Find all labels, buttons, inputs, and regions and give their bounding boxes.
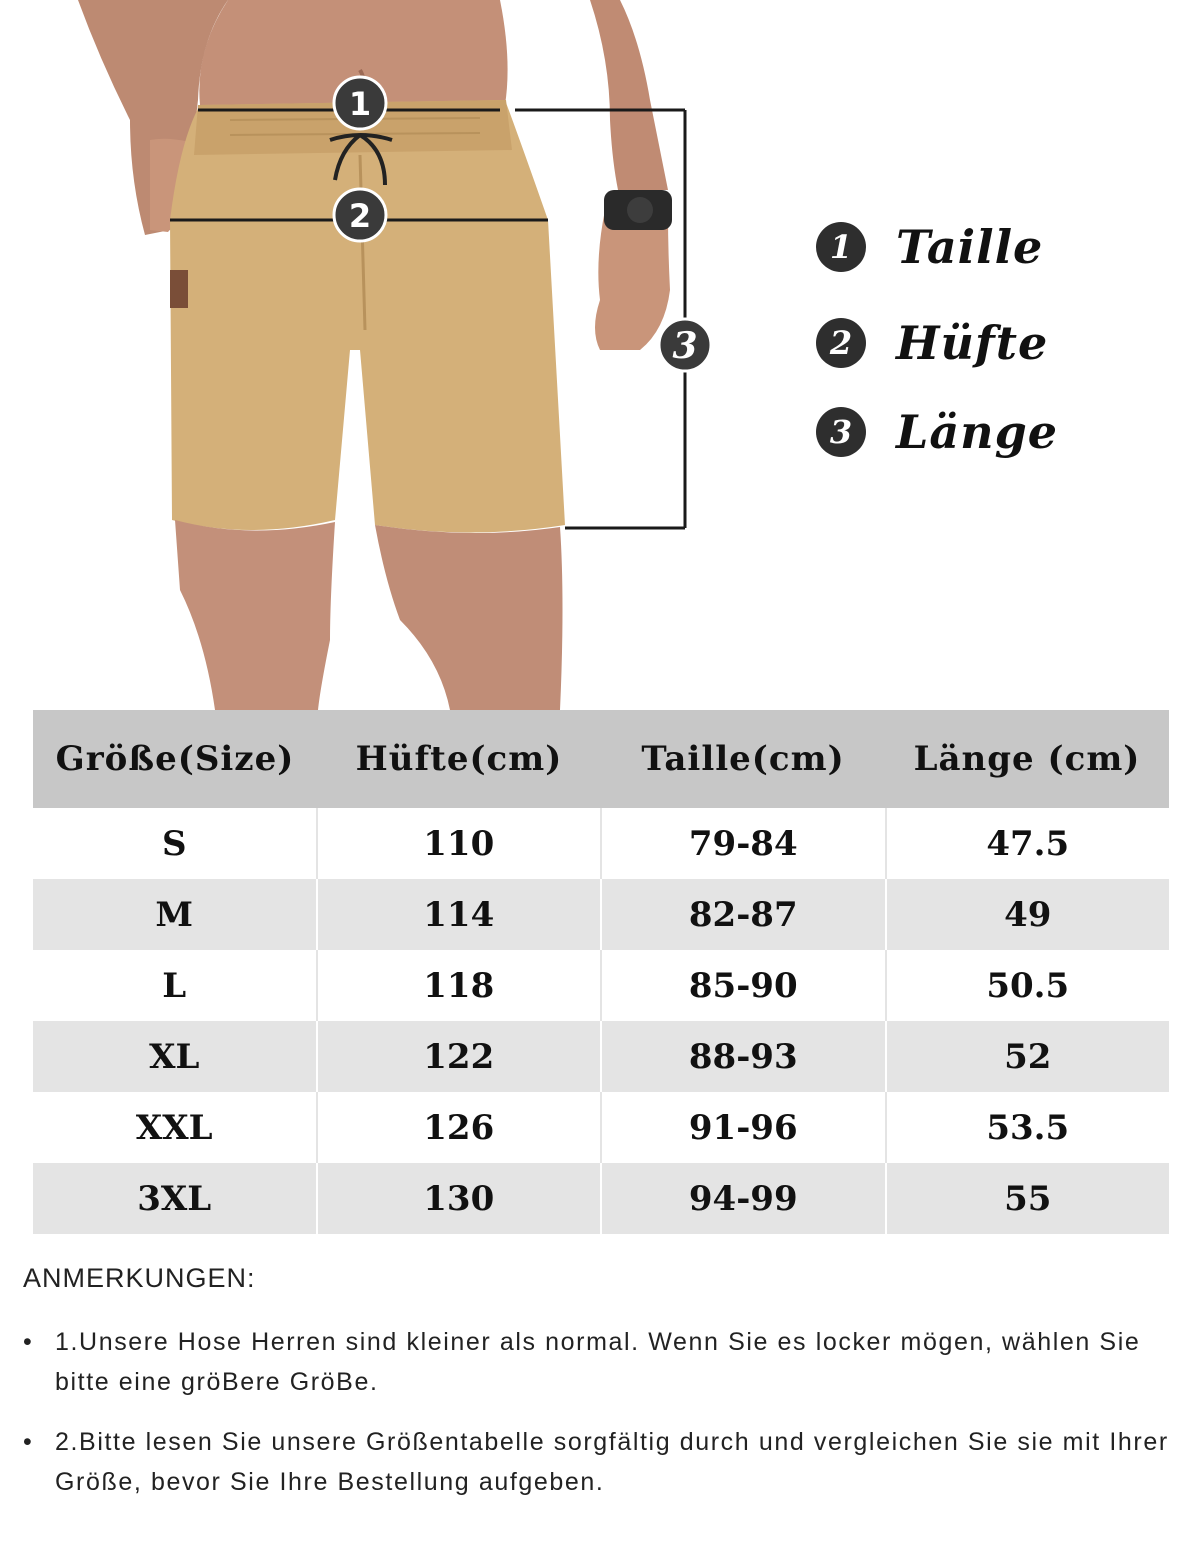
table-row xyxy=(33,950,1169,1021)
table-cell: 50.5 xyxy=(885,950,1170,1021)
table-cell: XL xyxy=(149,1036,200,1077)
marker-1 xyxy=(334,77,386,129)
bullet-icon: • xyxy=(23,1328,34,1356)
table-cell: 114 xyxy=(316,879,601,950)
legend-laenge xyxy=(816,405,1058,459)
label-patch xyxy=(170,270,188,308)
table-cell: 91-96 xyxy=(600,1092,885,1163)
note-text: 2.Bitte lesen Sie unsere Größentabelle sorgfältig durch und vergleichen Sie sie mit Ihrer Größe, bevor Sie Ihre Bestellung aufgeben. xyxy=(55,1428,1169,1496)
table-header-cell: Taille(cm) xyxy=(641,739,845,779)
table-cell: 3XL xyxy=(137,1178,212,1219)
note-item xyxy=(23,1422,1193,1502)
left-leg xyxy=(175,520,335,710)
table-row xyxy=(33,879,1169,950)
table-cell: 82-87 xyxy=(600,879,885,950)
legend-label: Länge xyxy=(896,405,1059,459)
table-cell: XXL xyxy=(135,1107,213,1148)
svg-text:3: 3 xyxy=(672,325,698,367)
table-cell: 110 xyxy=(316,808,601,879)
table-cell: 52 xyxy=(885,1021,1170,1092)
table-header-row xyxy=(33,710,1169,808)
svg-text:2: 2 xyxy=(348,197,372,235)
right-leg xyxy=(375,525,563,710)
shorts xyxy=(170,100,565,533)
table-cell: 122 xyxy=(316,1021,601,1092)
marker-3 xyxy=(659,319,711,371)
legend-number-badge: 1 xyxy=(816,222,866,272)
table-cell: S xyxy=(161,823,187,864)
table-header-cell: Länge (cm) xyxy=(913,739,1141,779)
note-text: 1.Unsere Hose Herren sind kleiner als normal. Wenn Sie es locker mögen, wählen Sie bitte eine gröBere GröBe. xyxy=(55,1328,1141,1396)
legend-label: Taille xyxy=(896,220,1044,274)
table-row xyxy=(33,1021,1169,1092)
table-cell: 79-84 xyxy=(600,808,885,879)
size-table xyxy=(33,710,1169,1232)
note-item xyxy=(23,1322,1193,1402)
table-row xyxy=(33,1092,1169,1163)
bullet-icon: • xyxy=(23,1428,34,1456)
table-cell: 47.5 xyxy=(885,808,1170,879)
table-header-cell: Größe(Size) xyxy=(55,739,295,779)
table-cell: 126 xyxy=(316,1092,601,1163)
table-header-cell: Hüfte(cm) xyxy=(355,739,563,779)
legend-label: Hüfte xyxy=(896,316,1049,370)
svg-text:1: 1 xyxy=(348,85,372,123)
right-forearm xyxy=(595,210,670,350)
table-cell: 94-99 xyxy=(600,1163,885,1234)
notes-title: ANMERKUNGEN: xyxy=(23,1263,256,1293)
table-cell: 49 xyxy=(885,879,1170,950)
table-cell: M xyxy=(155,894,194,935)
legend-number-badge: 2 xyxy=(816,318,866,368)
legend-taille xyxy=(816,220,1043,274)
legend-number-badge: 3 xyxy=(816,407,866,457)
table-row xyxy=(33,808,1169,879)
table-cell: 130 xyxy=(316,1163,601,1234)
marker-2 xyxy=(334,189,386,241)
table-cell: 55 xyxy=(885,1163,1170,1234)
table-cell: 53.5 xyxy=(885,1092,1170,1163)
table-cell: 85-90 xyxy=(600,950,885,1021)
table-row xyxy=(33,1163,1169,1234)
table-cell: 88-93 xyxy=(600,1021,885,1092)
legend-huefte xyxy=(816,316,1048,370)
table-cell: 118 xyxy=(316,950,601,1021)
table-cell: L xyxy=(162,965,187,1006)
